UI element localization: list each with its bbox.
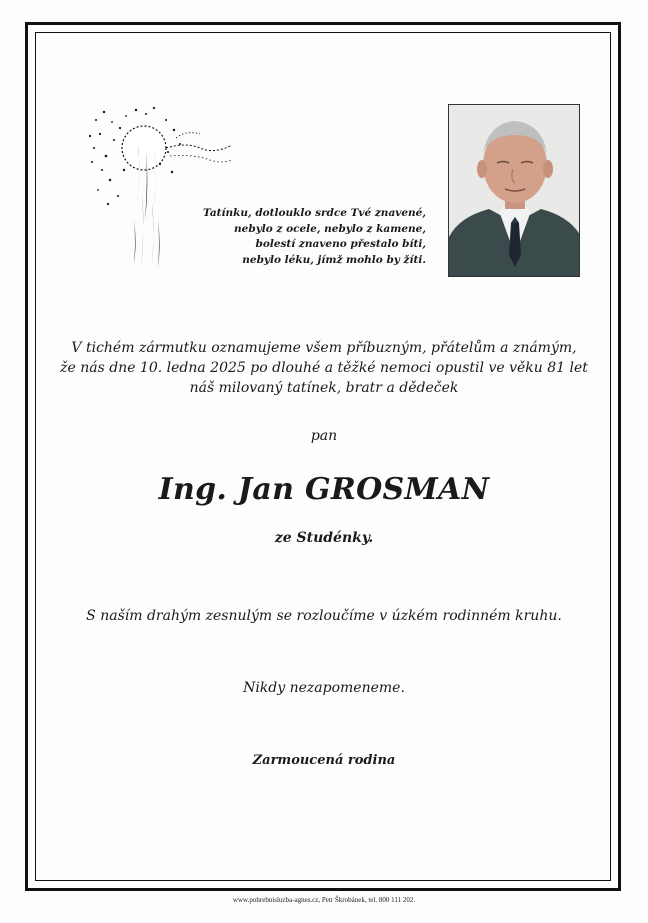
- poem-line: nebylo z ocele, nebylo z kamene,: [234, 222, 426, 235]
- poem: [190, 206, 426, 268]
- remembrance-text: Nikdy nezapomeneme.: [243, 680, 405, 696]
- origin-text: ze Studénky.: [274, 530, 374, 546]
- farewell-text: S naším drahým zesnulým se rozloučíme v úzkém rodinném kruhu.: [86, 608, 562, 624]
- portrait-photo: [448, 104, 580, 277]
- announcement-line: že nás dne 10. ledna 2025 po dlouhé a těžké nemoci opustil ve věku 81 let: [60, 360, 588, 376]
- announcement-line: V tichém zármutku oznamujeme všem příbuzným, přátelům a známým,: [71, 340, 577, 356]
- announcement-text: [60, 338, 588, 398]
- poem-line: bolestí znaveno přestalo bíti,: [255, 238, 426, 250]
- poem-line: nebylo léku, jímž mohlo by žíti.: [242, 253, 426, 266]
- signature: Zarmoucená rodina: [252, 753, 396, 768]
- deceased-name: Ing. Jan GROSMAN: [158, 472, 490, 507]
- announcement-line: náš milovaný tatínek, bratr a dědeček: [189, 380, 459, 396]
- poem-line: Tatínku, dotlouklo srdce Tvé znavené,: [203, 207, 426, 219]
- salutation: pan: [310, 428, 338, 444]
- footer-contact: www.pohrebnisluzba-agnes.cz, Petr Škrobánek, tel. 800 111 202.: [232, 896, 416, 904]
